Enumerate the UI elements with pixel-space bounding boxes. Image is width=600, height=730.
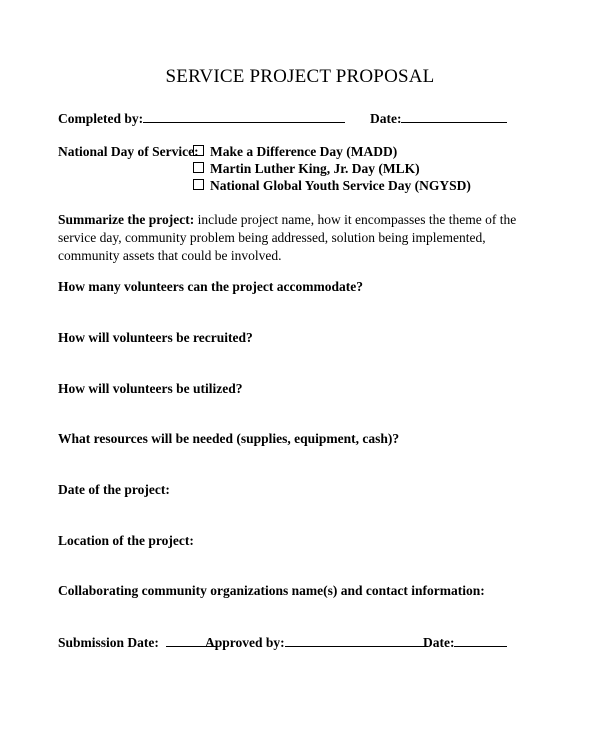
date-row [370,110,507,127]
approved-by-field[interactable] [285,634,428,647]
footer-date-field[interactable] [454,634,507,647]
page-title: SERVICE PROJECT PROPOSAL [165,66,435,87]
approved-by-row [205,634,428,651]
summary-paragraph [58,211,528,265]
summary-text: include project name, how it encompasses the theme of the service day, community problem being addressed, solution being implemented, community assets that could be involved. [58,212,517,263]
summary-label: Summarize the project: [58,212,195,227]
question-collaborators: Collaborating community organizations name(s) and contact information: [58,583,485,598]
completed-by-field[interactable] [143,110,345,123]
question-recruitment: How will volunteers be recruited? [58,330,253,345]
date-label: Date: [370,111,402,126]
footer-date-label: Date: [423,635,455,650]
option-madd[interactable] [193,144,397,160]
checkbox-icon[interactable] [193,162,204,173]
option-label: National Global Youth Service Day (NGYSD) [210,178,471,193]
completed-by-row [58,110,345,127]
question-resources: What resources will be needed (supplies, equipment, cash)? [58,431,400,446]
option-label: Martin Luther King, Jr. Day (MLK) [210,161,420,176]
checkbox-icon[interactable] [193,179,204,190]
option-mlk[interactable] [193,161,420,177]
question-date: Date of the project: [58,482,170,497]
footer-date-row [423,634,507,651]
question-location: Location of the project: [58,533,194,548]
date-field[interactable] [401,110,507,123]
question-volunteers-capacity: How many volunteers can the project accommodate? [58,279,363,294]
national-day-label: National Day of Service: [58,144,199,159]
checkbox-icon[interactable] [193,145,204,156]
approved-by-label: Approved by: [205,635,285,650]
question-utilization: How will volunteers be utilized? [58,381,243,396]
submission-date-label: Submission Date: [58,635,159,650]
completed-by-label: Completed by: [58,111,144,126]
option-label: Make a Difference Day (MADD) [210,144,398,159]
option-ngysd[interactable] [193,178,471,194]
submission-date-row [58,634,216,651]
